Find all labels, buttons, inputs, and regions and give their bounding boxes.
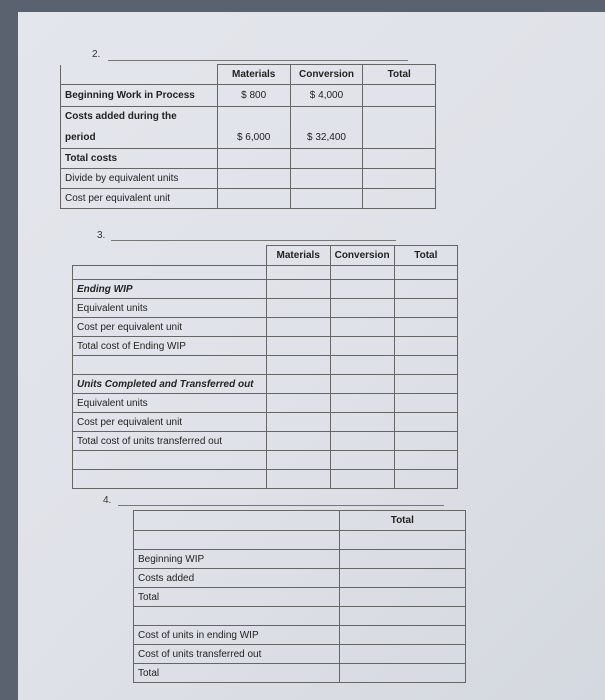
s2-conversion-cell bbox=[290, 189, 363, 209]
s2-conversion-cell bbox=[290, 149, 363, 169]
section-4-table bbox=[133, 510, 466, 683]
s4-label: Total bbox=[134, 664, 340, 683]
s3-ending-wip-title: Ending WIP bbox=[73, 280, 267, 299]
s2-label: Costs added during the bbox=[61, 107, 218, 127]
s2-header-blank bbox=[61, 65, 218, 85]
section-4-title-line bbox=[118, 505, 444, 506]
section-3-table bbox=[72, 245, 458, 489]
s2-label: Cost per equivalent unit bbox=[61, 189, 218, 209]
s4-row bbox=[134, 664, 466, 683]
s3-row bbox=[73, 299, 458, 318]
s3-ending-wip-title-row bbox=[73, 280, 458, 299]
s2-header-total: Total bbox=[363, 65, 436, 85]
s3-completed-title-row bbox=[73, 375, 458, 394]
section-2-number: 2. bbox=[92, 49, 101, 60]
s2-row-costs-added bbox=[61, 107, 436, 127]
s3-header-materials: Materials bbox=[266, 246, 330, 266]
s2-conversion-cell: $ 4,000 bbox=[290, 85, 363, 107]
s3-row bbox=[73, 318, 458, 337]
s3-label: Cost per equivalent unit bbox=[73, 318, 267, 337]
s4-header-total: Total bbox=[339, 511, 465, 531]
s2-row-beginning-wip bbox=[61, 85, 436, 107]
s2-total-cell bbox=[363, 169, 436, 189]
s2-total-cell bbox=[363, 149, 436, 169]
s4-row bbox=[134, 569, 466, 588]
s3-row bbox=[73, 413, 458, 432]
s2-row-divide bbox=[61, 169, 436, 189]
s3-completed-title: Units Completed and Transferred out bbox=[73, 375, 267, 394]
section-2-table bbox=[60, 64, 436, 209]
s3-row bbox=[73, 394, 458, 413]
s4-label: Beginning WIP bbox=[134, 550, 340, 569]
s3-header-conversion: Conversion bbox=[330, 246, 394, 266]
s2-label: period bbox=[61, 127, 218, 149]
s2-row-total-costs bbox=[61, 149, 436, 169]
s2-total-cell bbox=[363, 127, 436, 149]
s3-header-blank bbox=[73, 246, 267, 266]
s4-header-blank bbox=[134, 511, 340, 531]
s2-row-cost-per-unit bbox=[61, 189, 436, 209]
s3-label: Total cost of units transferred out bbox=[73, 432, 267, 451]
s4-label: Cost of units in ending WIP bbox=[134, 626, 340, 645]
section-4-number: 4. bbox=[103, 495, 112, 506]
s4-row bbox=[134, 588, 466, 607]
s2-materials-cell bbox=[217, 189, 290, 209]
s2-label: Total costs bbox=[61, 149, 218, 169]
s2-materials-cell bbox=[217, 107, 290, 127]
section-3-number: 3. bbox=[97, 230, 106, 241]
s3-label: Total cost of Ending WIP bbox=[73, 337, 267, 356]
s4-label: Costs added bbox=[134, 569, 340, 588]
section-2-title-line bbox=[108, 60, 408, 61]
s4-row bbox=[134, 550, 466, 569]
s2-label: Beginning Work in Process bbox=[61, 85, 218, 107]
s2-conversion-cell: $ 32,400 bbox=[290, 127, 363, 149]
s2-row-period bbox=[61, 127, 436, 149]
s3-label: Cost per equivalent unit bbox=[73, 413, 267, 432]
s2-total-cell bbox=[363, 189, 436, 209]
s3-label: Equivalent units bbox=[73, 299, 267, 318]
s2-header-materials: Materials bbox=[217, 65, 290, 85]
s2-label: Divide by equivalent units bbox=[61, 169, 218, 189]
s4-label: Total bbox=[134, 588, 340, 607]
section-3-title-line bbox=[111, 240, 396, 241]
s2-conversion-cell bbox=[290, 169, 363, 189]
s2-materials-cell: $ 6,000 bbox=[217, 127, 290, 149]
s2-materials-cell: $ 800 bbox=[217, 85, 290, 107]
s2-materials-cell bbox=[217, 169, 290, 189]
s2-header-conversion: Conversion bbox=[290, 65, 363, 85]
s3-label: Equivalent units bbox=[73, 394, 267, 413]
s3-header-total: Total bbox=[394, 246, 457, 266]
s4-label: Cost of units transferred out bbox=[134, 645, 340, 664]
s2-total-cell bbox=[363, 107, 436, 127]
s2-materials-cell bbox=[217, 149, 290, 169]
s3-row bbox=[73, 432, 458, 451]
s3-row bbox=[73, 337, 458, 356]
s4-row bbox=[134, 645, 466, 664]
s2-total-cell bbox=[363, 85, 436, 107]
s4-row bbox=[134, 626, 466, 645]
s2-conversion-cell bbox=[290, 107, 363, 127]
